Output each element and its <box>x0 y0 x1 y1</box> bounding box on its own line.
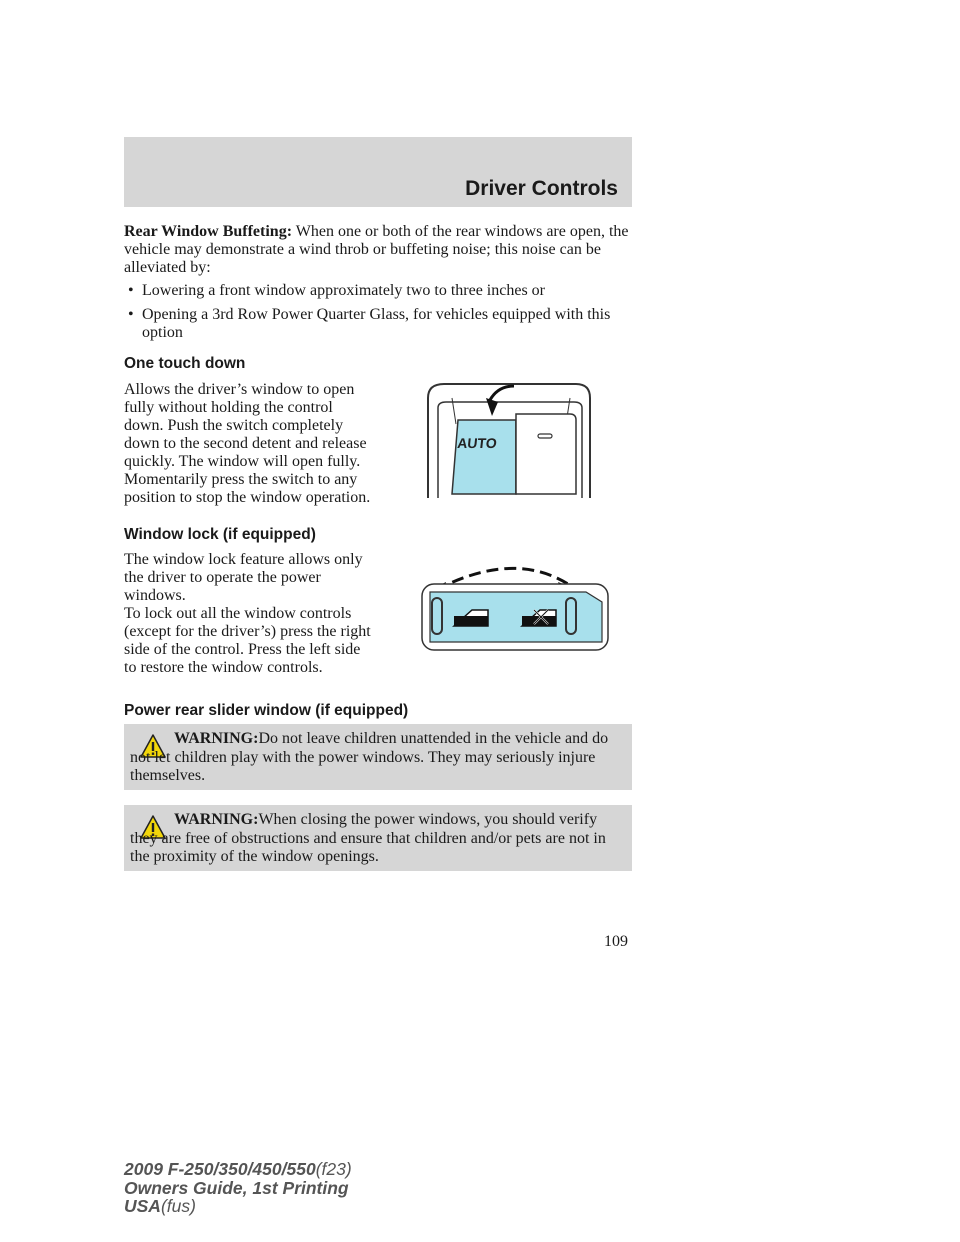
footer-model: 2009 F-250/350/450/550 <box>124 1159 316 1179</box>
window-lock-switch <box>418 560 612 654</box>
bullet-text: Lowering a front window approximately two to three inches or <box>142 282 545 299</box>
auto-label: AUTO <box>456 435 498 451</box>
window-lock-paragraph-2: To lock out all the window controls (except for the driver’s) press the right side of the control. Press the left side to restore the window controls. <box>124 605 371 676</box>
warning-box <box>124 805 632 871</box>
auto-window-switch-figure <box>420 380 600 500</box>
footer-model-code: (f23) <box>315 1159 352 1179</box>
warning-text <box>130 811 624 867</box>
footer-line-2: Owners Guide, 1st Printing <box>124 1177 349 1198</box>
section-heading-one-touch: One touch down <box>124 355 246 372</box>
warning-box <box>124 724 632 790</box>
window-auto-switch <box>420 380 600 500</box>
rear-window-text: When one or both of the rear windows are open, the vehicle may demonstrate a wind throb or buffeting noise; this noise can be alleviated by: <box>124 223 629 276</box>
footer-market: USA <box>124 1196 161 1216</box>
page-title: Driver Controls <box>465 177 618 200</box>
header-band <box>124 137 632 207</box>
section-heading-window-lock: Window lock (if equipped) <box>124 526 316 543</box>
bullet-dot: • <box>128 306 134 323</box>
warning-body: When closing the power windows, you should verify they are free of obstructions and ensure that children and/or pets are not in the proximity of the window openings. <box>130 811 606 865</box>
footer-market-code: (fus) <box>160 1196 196 1216</box>
warning-label: WARNING: <box>174 730 259 747</box>
footer-line-1 <box>124 1160 352 1179</box>
warning-text <box>130 730 624 786</box>
footer-line-3 <box>124 1197 352 1216</box>
print-footer <box>124 1160 352 1216</box>
one-touch-paragraph: Allows the driver’s window to open fully without holding the control down. Push the switch completely down to the second detent and release quickly. The window will open fully. Momentarily press the switch to any position to stop the window operation. <box>124 381 371 506</box>
window-lock-switch-figure <box>418 560 612 654</box>
warning-label: WARNING: <box>174 811 259 828</box>
warning-body: Do not leave children unattended in the vehicle and do not let children play with the power windows. They may seriously injure themselves. <box>130 730 609 784</box>
rear-window-paragraph <box>124 223 632 277</box>
section-heading-rear-slider: Power rear slider window (if equipped) <box>124 702 409 719</box>
bullet-text: Opening a 3rd Row Power Quarter Glass, for vehicles equipped with this option <box>142 306 611 341</box>
page-number: 109 <box>604 933 628 950</box>
bullet-dot: • <box>128 282 134 299</box>
rear-window-lead: Rear Window Buffeting: <box>124 223 293 240</box>
window-lock-paragraph-1: The window lock feature allows only the driver to operate the power windows. <box>124 551 363 604</box>
